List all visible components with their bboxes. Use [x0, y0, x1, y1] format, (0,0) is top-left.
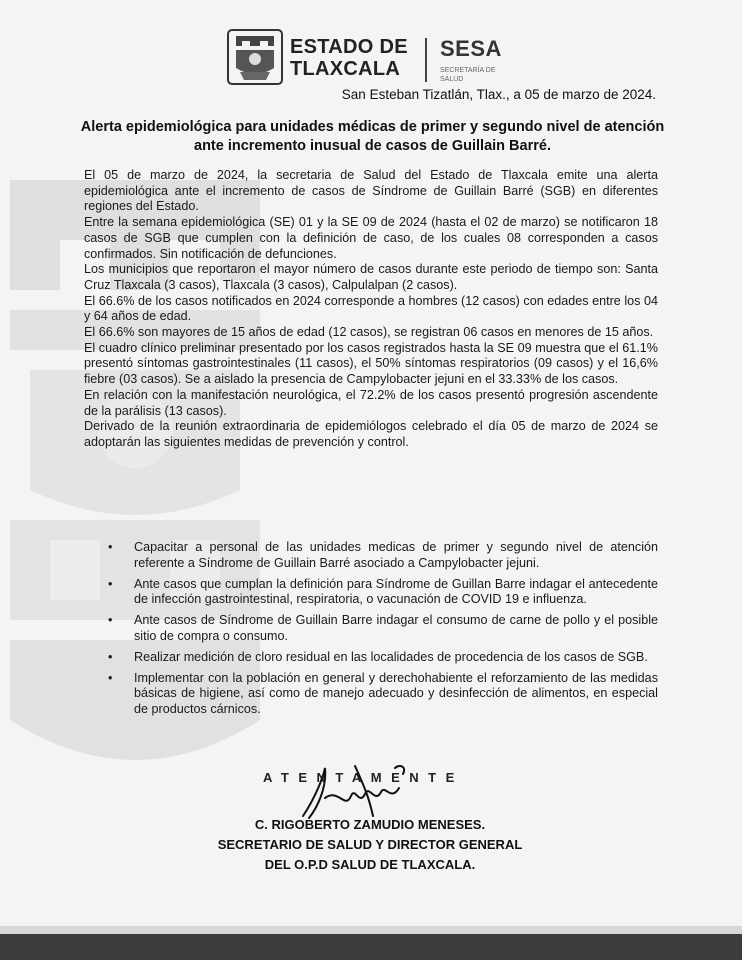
paragraph: El cuadro clínico preliminar presentado por los casos registrados hasta la SE 09 muestra que el 61.1% presentó síntomas gastrointestinales (11 casos), el 50% síntomas respiratorios (09 casos) y el 16,6% fiebre (03 casos). Se a aislado la presencia de Campylobacter jejuni en el 33.33% de los casos. [84, 340, 658, 387]
signer-title-line2: DEL O.P.D SALUD DE TLAXCALA. [264, 857, 476, 872]
list-item [108, 650, 658, 666]
salutation: ATENTAMENTE [263, 770, 464, 785]
paragraph: El 05 de marzo de 2024, la secretaria de Salud del Estado de Tlaxcala emite una alerta epidemiológica ante el incremento de casos de Síndrome de Guillain Barré (SGB) en diferentes regiones del Estado. [84, 168, 658, 214]
bullet-icon: • [108, 670, 113, 685]
sesa-subtitle: SECRETARÍA DE SALUD [440, 67, 496, 83]
paragraph: En relación con la manifestación neurológica, el 72.2% de los casos presentó progresión ascendente de la parálisis (13 casos). [84, 387, 658, 418]
measure-text: Ante casos que cumplan la definición para Síndrome de Guillan Barre indagar el antecedente de infección gastrointestinal, respiratoria, o vacunación de COVID 19 e influenza. [134, 576, 658, 607]
measure-text: Implementar con la población en general y derechohabiente el reforzamiento de las medidas básicas de higiene, así como de manejo adecuado y desinfección de alimentos, en especial de productos cárnicos. [134, 670, 658, 717]
bullet-icon: • [108, 576, 113, 591]
list-item [108, 613, 658, 645]
measure-text: Realizar medición de cloro residual en las localidades de procedencia de los casos de SGB. [134, 649, 648, 664]
measures-list [108, 540, 658, 723]
paragraph: Derivado de la reunión extraordinaria de epidemiólogos celebrado el día 05 de marzo de 2024 se adoptarán las siguientes medidas de prevención y control. [84, 419, 658, 449]
sesa-logo-text: SESA [440, 36, 502, 61]
letterhead [226, 28, 526, 86]
header-divider [425, 38, 427, 82]
document-title: Alerta epidemiológica para unidades médicas de primer y segundo nivel de atención ante incremento inusual de casos de Guillain Barré. [80, 119, 665, 154]
organization-name-line2: TLAXCALA [290, 58, 401, 80]
organization-name-line1: ESTADO DE [290, 36, 408, 58]
paragraph: El 66.6% son mayores de 15 años de edad (12 casos), se registran 06 casos en menores de 15 años. [84, 325, 654, 340]
list-item [108, 671, 658, 718]
footer-band [0, 934, 742, 960]
paragraph: Los municipios que reportaron el mayor número de casos durante este periodo de tiempo son: Santa Cruz Tlaxcala (3 casos), Tlaxcala (3 casos), Calpulalpan (2 casos). [84, 262, 658, 292]
bullet-icon: • [108, 649, 113, 664]
list-item [108, 577, 658, 609]
list-item [108, 540, 658, 572]
date-line: San Esteban Tizatlán, Tlax., a 05 de marzo de 2024. [341, 87, 656, 102]
bullet-icon: • [108, 540, 113, 554]
bullet-icon: • [108, 613, 113, 628]
organization-name [290, 36, 408, 80]
footer-stripe [0, 926, 742, 934]
paragraph: El 66.6% de los casos notificados en 2024 corresponde a hombres (12 casos) con edades entre los 04 y 64 años de edad. [84, 293, 658, 324]
body-text [84, 168, 658, 451]
tlaxcala-coat-of-arms-icon [226, 28, 284, 86]
measure-text: Capacitar a personal de las unidades medicas de primer y segundo nivel de atención referente a Síndrome de Guillain Barré asociado a Campylobacter jejuni. [134, 540, 658, 570]
paragraph: Entre la semana epidemiológica (SE) 01 y la SE 09 de 2024 (hasta el 02 de marzo) se notificaron 18 casos de SGB que cumplen con la definición de caso, de los cuales 08 corresponden a casos confirmados. Sin notificación de defunciones. [84, 215, 658, 261]
signer-title-line1: SECRETARIO DE SALUD Y DIRECTOR GENERAL [217, 837, 523, 852]
signer-name: C. RIGOBERTO ZAMUDIO MENESES. [254, 817, 486, 832]
signer-block [190, 815, 550, 875]
measure-text: Ante casos de Síndrome de Guillain Barre indagar el consumo de carne de pollo y el posible sitio de compra o consumo. [134, 613, 658, 643]
